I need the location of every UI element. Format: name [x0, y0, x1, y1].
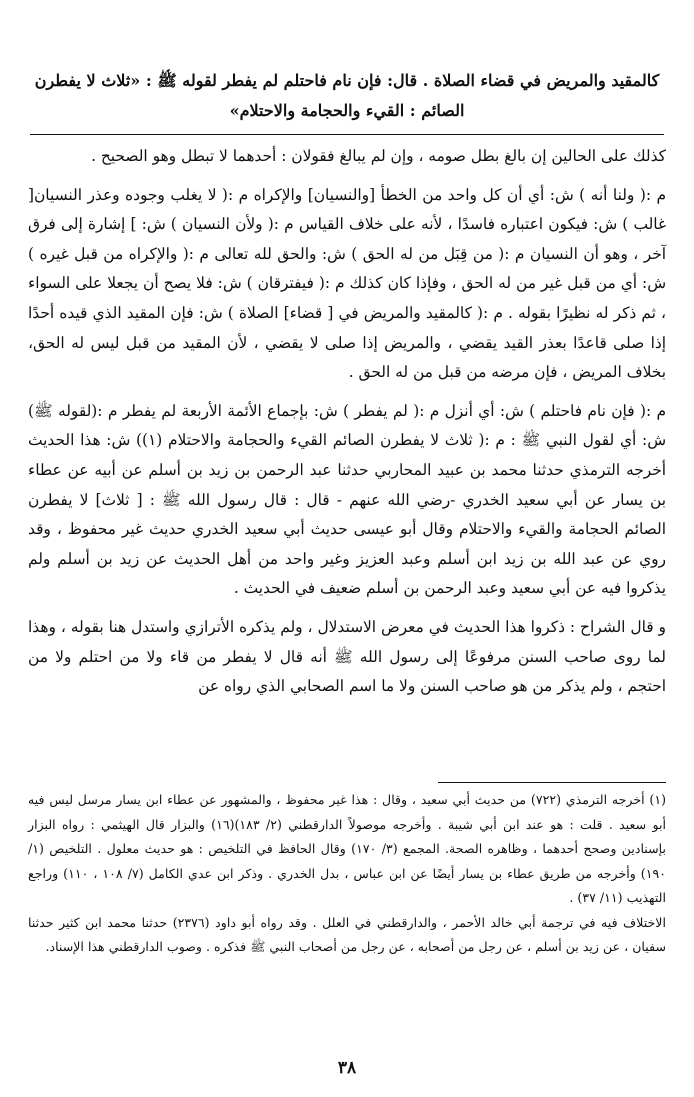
- body-paragraph: كذلك على الحالين إن بالغ بطل صومه ، وإن لم يبالغ فقولان : أحدهما لا تبطل وهو الصحيح .: [91, 147, 666, 165]
- footnotes: [28, 788, 666, 960]
- body-paragraph: م :( فإن نام فاحتلم ) ش: أي أنزل م :( لم يفطر ) ش: بإجماع الأئمة الأربعة لم يفطر م :(لقوله ﷺ) ش: أي لقول النبي ﷺ : م :( ثلاث لا يفطرن الصائم القيء والحجامة والاحتلام (١)) ش: هذا الحديث أخرجه الترمذي حدثنا محمد بن عبيد المحاربي حدثنا عبد الرحمن بن زيد بن أسلم عن أبيه عن عطاء بن يسار عن أبي سعيد الخدري -رضي الله عنهم - قال : قال رسول الله ﷺ : [ ثلاث] لا يفطرن الصائم الحجامة والقيء والاحتلام وقال أبو عيسى حديث أبي سعيد الخدري حديث غير محفوظ ، وقد روي عن عبد الله بن زيد ابن أسلم وعبد العزيز وغير واحد من أهل الحديث عن زيد بن أسلم ولم يذكروا فيه عن أبي سعيد وعبد الرحمن بن أسلم ضعيف في الحديث .: [28, 401, 666, 598]
- main-text: [28, 142, 666, 711]
- footnote-text: (١) أخرجه الترمذي (٧٢٢) من حديث أبي سعيد ، وقال : هذا غير محفوظ ، والمشهور عن عطاء ابن يسار مرسل ليس فيه أبو سعيد . قلت : هو عند ابن أبي شيبة . وأخرجه موصولاً الدارقطني (٢/ ١٨٣)(١٦) والبزار قال الهيثمي : رواه البزار بإسنادين وصحح أحدهما ، وظاهره الصحة. المجمع (٣/ ١٧٠) وقال الحافظ في التلخيص : هو حديث معلول . التلخيص (١/ ١٩٠) وأخرجه من طريق عطاء بن يسار أيضًا عن ابن عباس ، بدل الخدري . وذكر ابن عدي الكامل (٧/ ١٠٨ ، ١١٠) وراجع التهذيب (١١/ ٣٧) .: [28, 792, 667, 905]
- page-number: ٣٨: [337, 1058, 357, 1078]
- footnote-divider: [438, 782, 666, 783]
- footnote-text: الاختلاف فيه في ترجمة أبي خالد الأحمر ، والدارقطني في العلل . وقد رواه أبو داود (٢٣٧٦) حدثنا محمد ابن كثير حدثنا سفيان ، عن زيد بن أسلم ، عن رجل من أصحابه ، عن رجل من أصحاب النبي ﷺ فذكره . وصوب الدارقطني هذا الإسناد.: [28, 914, 666, 954]
- section-header: كالمقيد والمريض في قضاء الصلاة . قال: فإن نام فاحتلم لم يفطر لقوله ﷺ : «ثلاث لا يفطرن الصائم : القيء والحجامة والاحتلام»: [34, 71, 660, 120]
- body-paragraph: م :( ولنا أنه ) ش: أي أن كل واحد من الخطأ [والنسيان] والإكراه م :( لا يغلب وجوده وعذر النسيان[ غالب ) ش: فيكون اعتباره فاسدًا ، لأنه على خلاف القياس م :( ولأن النسيان ) ش: ] إشارة إلى فرق آخر ، وهو أن النسيان م :( من قِبَل من له الحق ) ش: والحق لله تعالى م :( والإكراه من قبل غيره ) ش: أي من قبل غير من له الحق ، وفإذا كان كذلك م :( فيفترقان ) ش: فلا يصح أن يجعلا على السواء ، ثم ذكر له نظيرًا بقوله . م :( كالمقيد والمريض في [ قضاء] الصلاة ) ش: فإن المقيد الذي قيده أحدًا إذا صلى قاعدًا بعذر القيد يقضي ، والمريض إذا صلى لا يقضي ، لأن المقيد من قبل ليس له الحق، بخلاف المريض ، فإن مرضه من قبل من له الحق .: [28, 185, 666, 382]
- header-divider: [30, 134, 664, 135]
- body-paragraph: و قال الشراح : ذكروا هذا الحديث في معرض الاستدلال ، ولم يذكره الأترازي واستدل هنا بقوله ، وهذا لما روى صاحب السنن مرفوعًا إلى رسول الله ﷺ أنه قال لا يفطر من قاء ولا من احتلم ولا من احتجم ، ولم يذكر من هو صاحب السنن ولا ما اسم الصحابي الذي رواه عن: [28, 617, 666, 696]
